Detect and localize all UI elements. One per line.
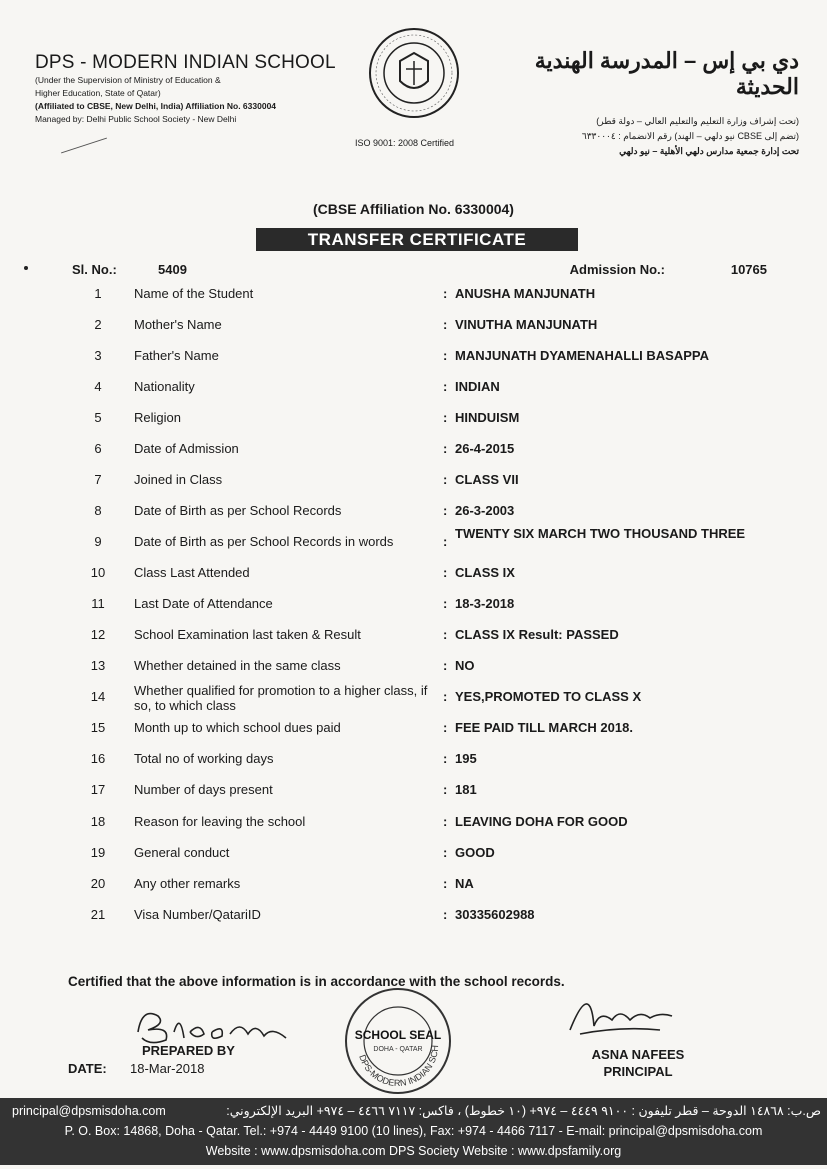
field-row bbox=[0, 625, 827, 656]
field-row bbox=[0, 683, 827, 718]
field-value: NA bbox=[455, 876, 474, 891]
field-row bbox=[0, 470, 827, 501]
supervision-line-1: (Under the Supervision of Ministry of Education & bbox=[35, 75, 221, 85]
principal-title: PRINCIPAL bbox=[603, 1064, 673, 1079]
managed-by-line: Managed by: Delhi Public School Society - New Delhi bbox=[35, 114, 237, 124]
field-label: Reason for leaving the school bbox=[134, 814, 306, 829]
field-value: 181 bbox=[455, 782, 477, 797]
field-label: Mother's Name bbox=[134, 317, 222, 332]
field-value: 195 bbox=[455, 751, 477, 766]
field-colon: : bbox=[443, 751, 448, 766]
field-label: Name of the Student bbox=[134, 286, 254, 301]
field-colon: : bbox=[443, 782, 448, 797]
field-value: HINDUISM bbox=[455, 410, 520, 425]
serial-number: 5409 bbox=[158, 262, 187, 277]
field-colon: : bbox=[443, 596, 448, 611]
field-colon: : bbox=[443, 348, 448, 363]
field-label: Date of Admission bbox=[134, 441, 239, 456]
field-row bbox=[0, 439, 827, 470]
field-number: 3 bbox=[94, 348, 102, 363]
field-row bbox=[0, 408, 827, 439]
field-row bbox=[0, 315, 827, 346]
school-emblem-icon bbox=[366, 25, 462, 121]
field-label: Date of Birth as per School Records in words bbox=[134, 534, 394, 549]
field-number: 21 bbox=[90, 907, 106, 922]
field-value: TWENTY SIX MARCH TWO THOUSAND THREE bbox=[455, 526, 746, 541]
certification-statement: Certified that the above information is in accordance with the school records. bbox=[68, 974, 565, 989]
field-label: Whether detained in the same class bbox=[134, 658, 341, 673]
field-number: 20 bbox=[90, 876, 106, 891]
field-colon: : bbox=[443, 472, 448, 487]
field-row bbox=[0, 843, 827, 874]
document-title: TRANSFER CERTIFICATE bbox=[256, 228, 578, 251]
field-colon: : bbox=[443, 658, 448, 673]
field-colon: : bbox=[443, 565, 448, 580]
field-colon: : bbox=[443, 876, 448, 891]
footer-websites[interactable]: Website : www.dpsmisdoha.com DPS Society Website : www.dpsfamily.org bbox=[205, 1144, 622, 1158]
field-row bbox=[0, 874, 827, 905]
field-label: Religion bbox=[134, 410, 181, 425]
field-number: 14 bbox=[90, 689, 106, 704]
field-colon: : bbox=[443, 441, 448, 456]
field-number: 17 bbox=[90, 782, 106, 797]
serial-number-label: Sl. No.: bbox=[72, 262, 117, 277]
field-row bbox=[0, 346, 827, 377]
footer-email[interactable]: principal@dpsmisdoha.com bbox=[12, 1104, 166, 1118]
school-seal bbox=[333, 986, 463, 1096]
field-label: Any other remarks bbox=[134, 876, 241, 891]
field-value: VINUTHA MANJUNATH bbox=[455, 317, 598, 332]
field-colon: : bbox=[443, 907, 448, 922]
field-value: CLASS IX Result: PASSED bbox=[455, 627, 619, 642]
field-number: 16 bbox=[90, 751, 106, 766]
field-colon: : bbox=[443, 317, 448, 332]
field-label: Visa Number/QatariID bbox=[134, 907, 261, 922]
principal-signature bbox=[560, 990, 680, 1040]
field-number: 6 bbox=[94, 441, 102, 456]
seal-label: SCHOOL SEAL bbox=[354, 1028, 442, 1042]
field-colon: : bbox=[443, 814, 448, 829]
field-label: School Examination last taken & Result bbox=[134, 627, 361, 642]
principal-block bbox=[588, 1046, 688, 1080]
school-name-arabic: دي بي إس – المدرسة الهندية الحديثة bbox=[534, 48, 799, 99]
field-row bbox=[0, 718, 827, 749]
field-row bbox=[0, 377, 827, 408]
seal-ring-text: DPS-MODERN INDIAN SCH bbox=[357, 1044, 441, 1089]
field-value: YES,PROMOTED TO CLASS X bbox=[455, 689, 642, 704]
field-colon: : bbox=[443, 689, 448, 704]
field-label: Nationality bbox=[134, 379, 195, 394]
school-header-arabic bbox=[469, 48, 799, 159]
field-number: 8 bbox=[94, 503, 102, 518]
field-value: 26-3-2003 bbox=[455, 503, 515, 518]
field-row bbox=[0, 563, 827, 594]
field-row bbox=[0, 594, 827, 625]
field-value: CLASS IX bbox=[455, 565, 515, 580]
field-value: ANUSHA MANJUNATH bbox=[455, 286, 596, 301]
field-number: 19 bbox=[90, 845, 106, 860]
supervision-arabic-2: (تضم إلى CBSE نيو دلهي – الهند) رقم الانضمام : ٦٣٣٠٠٠٤ bbox=[581, 131, 799, 141]
field-label: Number of days present bbox=[134, 782, 273, 797]
field-number: 7 bbox=[94, 472, 102, 487]
supervision-arabic-1: (تحت إشراف وزارة التعليم والتعليم العالي – دولة قطر) bbox=[596, 116, 799, 126]
school-name-english: DPS - MODERN INDIAN SCHOOL bbox=[35, 52, 336, 73]
field-colon: : bbox=[443, 534, 448, 549]
field-value: CLASS VII bbox=[455, 472, 519, 487]
field-number: 4 bbox=[94, 379, 102, 394]
paper-clip-mark bbox=[61, 138, 107, 154]
field-number: 12 bbox=[90, 627, 106, 642]
seal-place: DOHA - QATAR bbox=[373, 1046, 423, 1053]
field-colon: : bbox=[443, 627, 448, 642]
field-number: 10 bbox=[90, 565, 106, 580]
affiliation-line: (Affiliated to CBSE, New Delhi, India) Affiliation No. 6330004 bbox=[35, 101, 277, 111]
field-value: NO bbox=[455, 658, 475, 673]
footer bbox=[0, 1098, 827, 1165]
footer-contact-line bbox=[0, 1101, 827, 1121]
field-value: 18-3-2018 bbox=[455, 596, 515, 611]
supervision-line-2: Higher Education, State of Qatar) bbox=[35, 88, 161, 98]
field-value: INDIAN bbox=[455, 379, 500, 394]
field-label: Total no of working days bbox=[134, 751, 274, 766]
field-label: Last Date of Attendance bbox=[134, 596, 273, 611]
field-colon: : bbox=[443, 845, 448, 860]
cbse-affiliation: (CBSE Affiliation No. 6330004) bbox=[313, 201, 514, 217]
field-label: Father's Name bbox=[134, 348, 219, 363]
field-colon: : bbox=[443, 720, 448, 735]
field-row bbox=[0, 812, 827, 843]
field-number: 18 bbox=[90, 814, 106, 829]
date-label: DATE: bbox=[68, 1061, 107, 1076]
issue-date: 18-Mar-2018 bbox=[130, 1061, 205, 1076]
field-row bbox=[0, 749, 827, 780]
field-colon: : bbox=[443, 379, 448, 394]
field-colon: : bbox=[443, 286, 448, 301]
field-value: GOOD bbox=[455, 845, 495, 860]
field-label: Class Last Attended bbox=[134, 565, 250, 580]
field-value: LEAVING DOHA FOR GOOD bbox=[455, 814, 628, 829]
field-value: FEE PAID TILL MARCH 2018. bbox=[455, 720, 633, 735]
ink-dot bbox=[24, 266, 28, 270]
field-number: 2 bbox=[94, 317, 102, 332]
prepared-by-label: PREPARED BY bbox=[142, 1043, 235, 1058]
field-value: 30335602988 bbox=[455, 907, 535, 922]
field-colon: : bbox=[443, 410, 448, 425]
field-value: MANJUNATH DYAMENAHALLI BASAPPA bbox=[455, 348, 709, 363]
field-number: 15 bbox=[90, 720, 106, 735]
field-row bbox=[0, 284, 827, 315]
field-number: 13 bbox=[90, 658, 106, 673]
field-label: Whether qualified for promotion to a higher class, if so, to which class bbox=[134, 683, 428, 713]
principal-name: ASNA NAFEES bbox=[591, 1047, 685, 1062]
field-label: Month up to which school dues paid bbox=[134, 720, 341, 735]
managed-by-arabic: تحت إدارة جمعية مدارس دلهي الأهلية – نيو دلهي bbox=[619, 146, 799, 156]
footer-address: P. O. Box: 14868, Doha - Qatar. Tel.: +974 - 4449 9100 (10 lines), Fax: +974 - 4466 7117 - E-mail: principal@dpsmisdoha.com bbox=[64, 1124, 763, 1138]
iso-certification: ISO 9001: 2008 Certified bbox=[355, 138, 455, 148]
school-header-english bbox=[35, 52, 365, 126]
admission-number-label: Admission No.: bbox=[569, 262, 665, 277]
field-label: Date of Birth as per School Records bbox=[134, 503, 342, 518]
field-number: 11 bbox=[91, 596, 105, 611]
field-label: Joined in Class bbox=[134, 472, 223, 487]
field-row bbox=[0, 780, 827, 811]
admission-number: 10765 bbox=[730, 262, 767, 277]
field-label: General conduct bbox=[134, 845, 230, 860]
field-colon: : bbox=[443, 503, 448, 518]
field-number: 1 bbox=[94, 286, 102, 301]
field-number: 5 bbox=[94, 410, 102, 425]
field-value: 26-4-2015 bbox=[455, 441, 515, 456]
field-number: 9 bbox=[94, 534, 102, 549]
field-row bbox=[0, 905, 827, 936]
footer-arabic-contact: ص.ب: ١٤٨٦٨ الدوحة – قطر تليفون : ٩١٠٠ ٤٤٤٩ – ٩٧٤+ (١٠ خطوط) ، فاكس: ٧١١٧ ٤٤٦٦ – ٩٧٤+ البريد الإلكتروني: bbox=[226, 1104, 821, 1118]
field-row bbox=[0, 526, 827, 563]
